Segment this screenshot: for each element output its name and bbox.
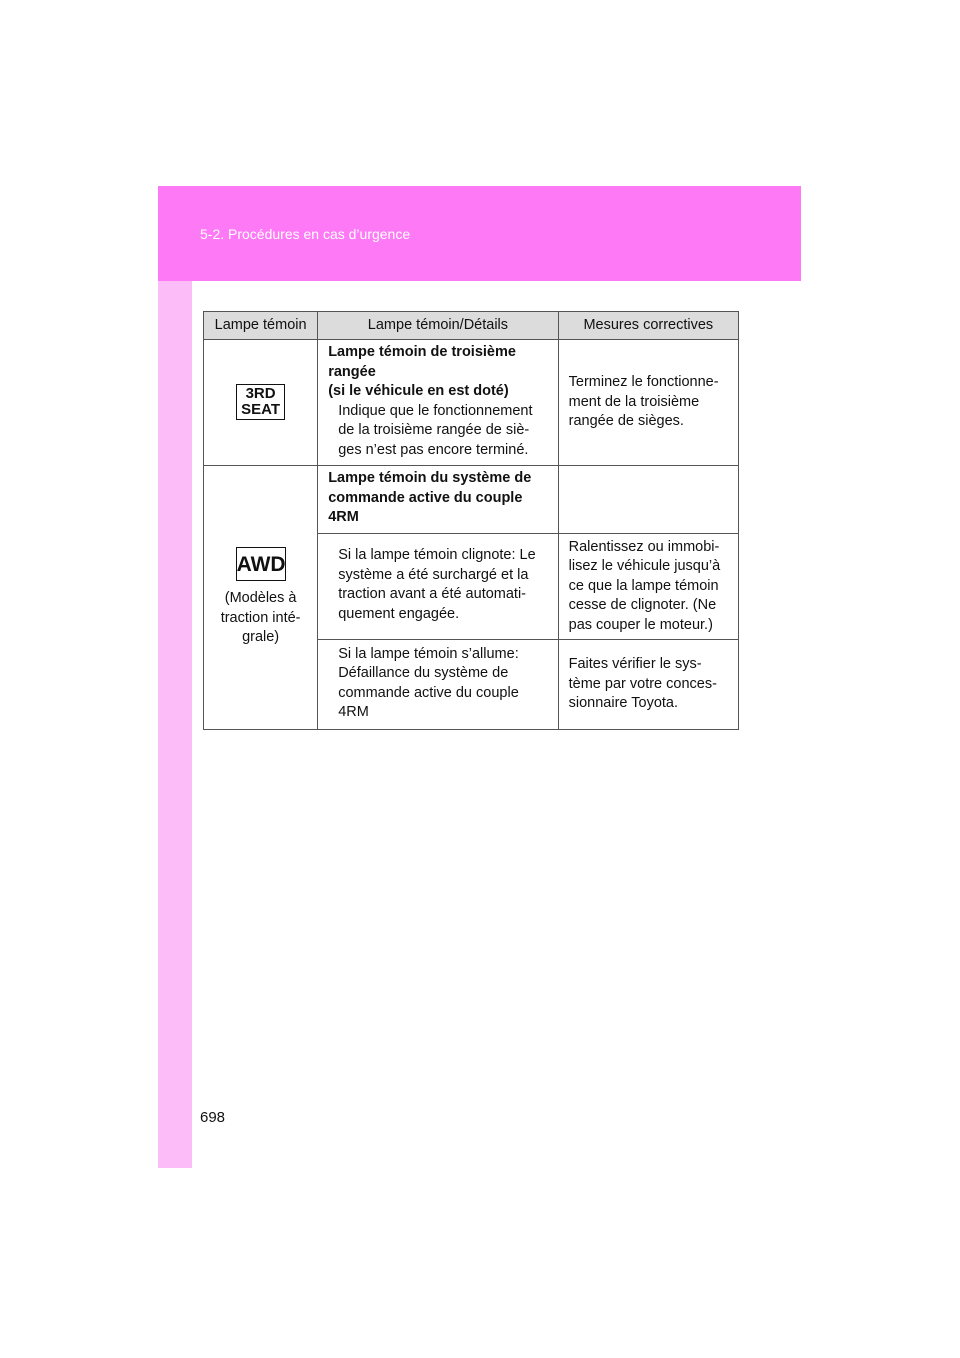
awd-model-note: (Modèles à traction inté- grale) bbox=[220, 590, 301, 646]
awd-icon: AWD bbox=[236, 547, 286, 581]
awd-blink-measures: Ralentissez ou immobi- lisez le véhicule jusqu’à ce que la lampe témoin cesse de clignoter. (Ne pas couper le moteur.) bbox=[558, 533, 738, 640]
third-row-seat-icon: 3RD SEAT bbox=[236, 384, 285, 420]
awd-lamp-cell bbox=[204, 466, 318, 730]
page-number: 698 bbox=[200, 1109, 226, 1126]
awd-on-measures: Faites vérifier le sys- tème par votre conces- sionnaire Toyota. bbox=[558, 640, 738, 730]
third-row-measures: Terminez le fonctionne- ment de la troisième rangée de sièges. bbox=[558, 340, 738, 466]
awd-blink-details: Si la lampe témoin clignote: Le système a été surchargé et la traction avant a été automati- quement engagée. bbox=[318, 533, 558, 640]
third-row-details: Lampe témoin de troisième rangée (si le véhicule en est doté) Indique que le fonctionnement de la troisième rangée de siè- ges n’est pas encore terminé. bbox=[318, 340, 558, 466]
side-strip bbox=[158, 186, 192, 1168]
table-header-row bbox=[204, 312, 739, 340]
third-row-description: Indique que le fonctionnement bbox=[338, 402, 533, 419]
warning-lamp-table bbox=[203, 311, 739, 730]
column-header-details: Lampe témoin/Détails bbox=[318, 312, 558, 340]
table-row bbox=[204, 466, 739, 534]
third-row-lamp-cell bbox=[204, 340, 318, 466]
awd-on-details: Si la lampe témoin s’allume: Défaillance du système de commande active du couple 4RM bbox=[318, 640, 558, 730]
awd-title-measures-empty bbox=[558, 466, 738, 534]
table-row bbox=[204, 340, 739, 466]
section-title: 5-2. Procédures en cas d’urgence bbox=[200, 226, 411, 242]
column-header-measures: Mesures correctives bbox=[558, 312, 738, 340]
third-row-title: Lampe témoin de troisième bbox=[328, 344, 516, 360]
column-header-lamp: Lampe témoin bbox=[204, 312, 318, 340]
awd-title-cell: Lampe témoin du système de commande active du couple 4RM bbox=[318, 466, 558, 534]
